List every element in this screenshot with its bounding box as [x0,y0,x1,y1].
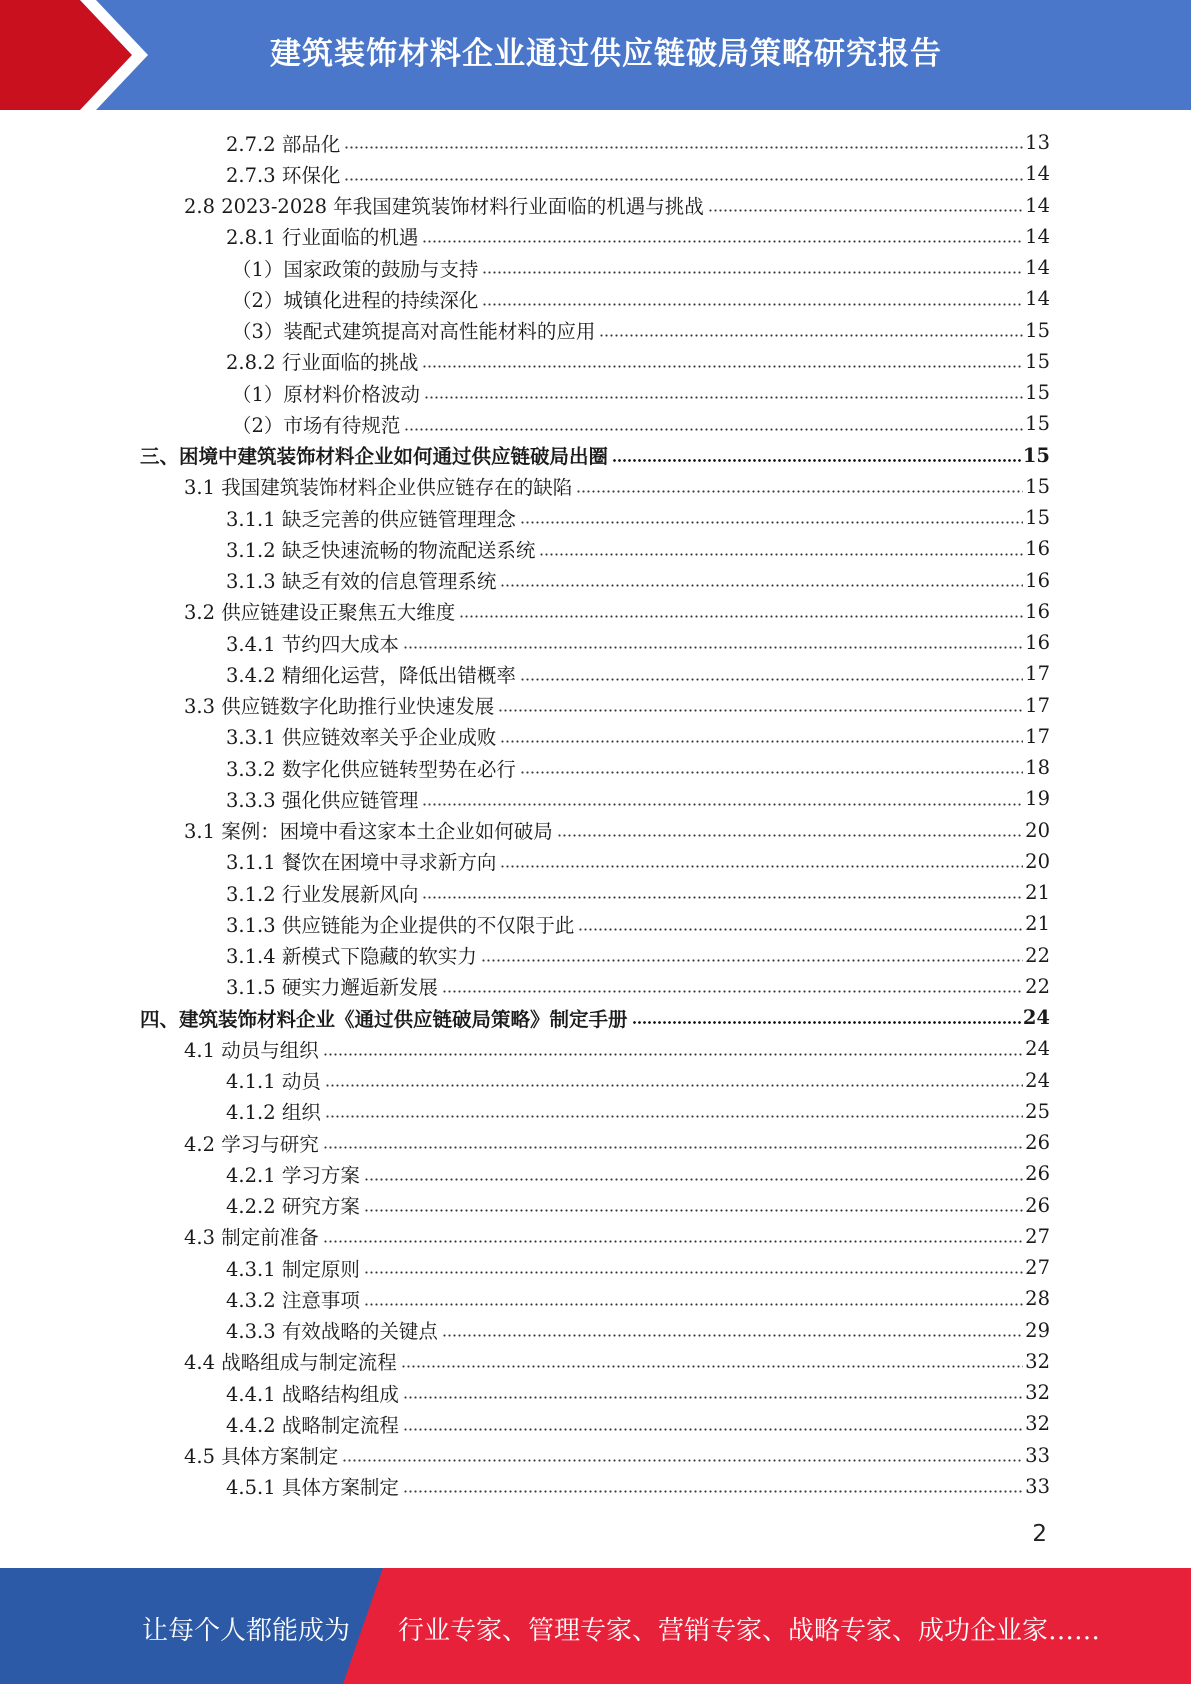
toc-entry[interactable] [140,908,1050,939]
toc-dot-leader [424,396,1023,399]
toc-entry-page: 14 [1025,287,1050,311]
toc-entry[interactable] [140,1283,1050,1314]
toc-entry-page: 19 [1025,787,1050,811]
toc-dot-leader [325,1084,1023,1087]
toc-entry-title: 3.1 案例：困境中看这家本土企业如何破局 [184,820,553,844]
toc-entry[interactable] [140,1033,1050,1064]
toc-entry-title: 3.1.3 缺乏有效的信息管理系统 [226,570,497,594]
toc-entry-page: 28 [1025,1287,1050,1311]
toc-dot-leader [403,1396,1023,1399]
toc-entry-page: 22 [1025,974,1050,998]
toc-entry-title: 3.3.1 供应链效率关乎企业成败 [226,726,497,750]
toc-dot-leader [422,240,1023,243]
toc-entry-title: 2.7.2 部品化 [226,132,341,156]
toc-entry[interactable] [140,471,1050,502]
toc-dot-leader [482,303,1023,306]
toc-entry[interactable] [140,940,1050,971]
toc-entry[interactable] [140,1471,1050,1502]
toc-dot-leader [422,896,1023,899]
toc-entry-page: 33 [1025,1443,1050,1467]
toc-entry-page: 14 [1025,256,1050,280]
toc-entry[interactable] [140,1002,1050,1033]
toc-entry-title: 三、困境中建筑装饰材料企业如何通过供应链破局出圈 [140,445,609,469]
toc-dot-leader [422,803,1023,806]
toc-entry-page: 32 [1025,1412,1050,1436]
toc-entry-page: 15 [1025,381,1050,405]
toc-entry[interactable] [140,971,1050,1002]
toc-entry-title: 3.1.5 硬实力邂逅新发展 [226,976,438,1000]
toc-dot-leader [708,209,1023,212]
toc-entry-title: 3.4.1 节约四大成本 [226,632,399,656]
toc-entry-title: 4.1.2 组织 [226,1101,321,1125]
toc-entry[interactable] [140,1190,1050,1221]
toc-entry[interactable] [140,315,1050,346]
toc-dot-leader [520,678,1023,681]
toc-entry-page: 15 [1025,506,1050,530]
toc-dot-leader [344,146,1023,149]
toc-dot-leader [364,1303,1023,1306]
toc-entry-page: 32 [1025,1349,1050,1373]
toc-entry[interactable] [140,783,1050,814]
toc-entry-title: 4.2.1 学习方案 [226,1163,360,1187]
toc-entry-title: 4.5 具体方案制定 [184,1445,339,1469]
toc-entry-title: 4.4.1 战略结构组成 [226,1382,399,1406]
table-of-contents [140,127,1050,1502]
toc-entry-title: 4.1 动员与组织 [184,1038,319,1062]
toc-entry[interactable] [140,658,1050,689]
toc-dot-leader [403,646,1023,649]
toc-entry[interactable] [140,846,1050,877]
toc-entry[interactable] [140,533,1050,564]
toc-entry[interactable] [140,221,1050,252]
toc-entry[interactable] [140,627,1050,658]
toc-entry-page: 21 [1025,912,1050,936]
toc-entry[interactable] [140,815,1050,846]
toc-dot-leader [500,740,1023,743]
toc-dot-leader [520,771,1023,774]
toc-dot-leader [520,521,1023,524]
toc-entry-title: 3.1.1 餐饮在困境中寻求新方向 [226,851,497,875]
toc-entry-page: 15 [1025,318,1050,342]
toc-entry-title: 3.1 我国建筑装饰材料企业供应链存在的缺陷 [184,476,573,500]
toc-entry-title: 4.2.2 研究方案 [226,1195,360,1219]
toc-entry-title: 2.7.3 环保化 [226,163,341,187]
toc-entry-title: 4.2 学习与研究 [184,1132,319,1156]
toc-entry[interactable] [140,1221,1050,1252]
toc-entry-page: 26 [1025,1162,1050,1186]
page-footer [0,1568,1191,1684]
toc-dot-leader [612,459,1021,462]
toc-entry-page: 14 [1025,224,1050,248]
toc-entry-page: 27 [1025,1224,1050,1248]
toc-entry[interactable] [140,1408,1050,1439]
toc-entry-title: 4.4.2 战略制定流程 [226,1413,399,1437]
toc-entry-page: 27 [1025,1256,1050,1280]
toc-entry-page: 14 [1025,193,1050,217]
toc-entry-page: 20 [1025,849,1050,873]
toc-entry[interactable] [140,127,1050,158]
toc-entry-title: 3.4.2 精细化运营，降低出错概率 [226,663,516,687]
toc-entry-page: 20 [1025,818,1050,842]
toc-entry-page: 24 [1025,1068,1050,1092]
toc-dot-leader [481,959,1023,962]
toc-entry[interactable] [140,502,1050,533]
toc-entry-title: 3.1.2 缺乏快速流畅的物流配送系统 [226,538,536,562]
footer-slogan-left: 让每个人都能成为 [142,1616,351,1646]
toc-dot-leader [442,990,1023,993]
toc-entry-page: 16 [1025,599,1050,623]
toc-entry-title: 3.3 供应链数字化助推行业快速发展 [184,695,495,719]
toc-entry-title: 4.5.1 具体方案制定 [226,1476,399,1500]
toc-entry-title: （1）国家政策的鼓励与支持 [232,257,479,281]
toc-entry[interactable] [140,1252,1050,1283]
toc-dot-leader [578,928,1023,931]
toc-entry-title: 4.1.1 动员 [226,1070,321,1094]
toc-entry-page: 17 [1025,662,1050,686]
toc-entry[interactable] [140,1096,1050,1127]
toc-dot-leader [403,1490,1023,1493]
toc-dot-leader [323,1053,1023,1056]
toc-dot-leader [500,584,1023,587]
toc-entry[interactable] [140,596,1050,627]
toc-entry-page: 16 [1025,568,1050,592]
toc-entry[interactable] [140,408,1050,439]
toc-entry-page: 15 [1022,443,1050,467]
toc-entry-title: （2）城镇化进程的持续深化 [232,288,479,312]
page-number: 2 [1032,1521,1047,1547]
toc-entry-page: 15 [1025,412,1050,436]
toc-entry-page: 15 [1025,349,1050,373]
toc-dot-leader [364,1271,1023,1274]
toc-entry-page: 16 [1025,631,1050,655]
toc-entry-title: 3.1.4 新模式下隐藏的软实力 [226,945,477,969]
toc-entry-title: 3.1.3 供应链能为企业提供的不仅限于此 [226,913,575,937]
toc-entry-page: 18 [1025,756,1050,780]
toc-dot-leader [323,1146,1023,1149]
toc-entry-title: 2.8 2023-2028 年我国建筑装饰材料行业面临的机遇与挑战 [184,195,704,219]
toc-dot-leader [342,1459,1023,1462]
toc-dot-leader [500,865,1023,868]
toc-entry[interactable] [140,158,1050,189]
toc-entry-title: 4.3.2 注意事项 [226,1288,360,1312]
toc-entry-title: 3.1.1 缺乏完善的供应链管理理念 [226,507,516,531]
toc-entry[interactable] [140,1440,1050,1471]
toc-entry[interactable] [140,690,1050,721]
toc-dot-leader [403,1428,1023,1431]
toc-entry[interactable] [140,721,1050,752]
toc-entry-title: 4.4 战略组成与制定流程 [184,1351,397,1375]
toc-entry-page: 32 [1025,1381,1050,1405]
toc-dot-leader [401,1365,1023,1368]
toc-entry-title: 2.8.1 行业面临的机遇 [226,226,419,250]
toc-dot-leader [459,615,1023,618]
toc-dot-leader [599,334,1023,337]
toc-entry-title: 2.8.2 行业面临的挑战 [226,351,419,375]
toc-dot-leader [539,553,1023,556]
toc-entry-title: 3.3.3 强化供应链管理 [226,788,419,812]
footer-slogan-right: 行业专家、管理专家、营销专家、战略专家、成功企业家…… [398,1616,1101,1646]
toc-entry-title: （3）装配式建筑提高对高性能材料的应用 [232,320,596,344]
toc-entry[interactable] [140,1127,1050,1158]
toc-entry-title: 3.3.2 数字化供应链转型势在必行 [226,757,516,781]
toc-dot-leader [364,1178,1023,1181]
toc-dot-leader [482,271,1023,274]
toc-entry-page: 25 [1025,1099,1050,1123]
toc-entry[interactable] [140,565,1050,596]
toc-entry-page: 26 [1025,1193,1050,1217]
toc-entry-page: 26 [1025,1131,1050,1155]
toc-entry-page: 16 [1025,537,1050,561]
toc-entry-page: 33 [1025,1474,1050,1498]
toc-entry[interactable] [140,1346,1050,1377]
toc-entry-title: 3.1.2 行业发展新风向 [226,882,419,906]
toc-dot-leader [422,365,1023,368]
toc-entry[interactable] [140,440,1050,471]
toc-dot-leader [576,490,1023,493]
report-title: 建筑装饰材料企业通过供应链破局策略研究报告 [270,36,942,72]
toc-dot-leader [404,428,1023,431]
toc-dot-leader [632,1021,1021,1024]
toc-entry-page: 22 [1025,943,1050,967]
toc-entry[interactable] [140,190,1050,221]
toc-dot-leader [344,178,1023,181]
toc-entry-page: 13 [1025,131,1050,155]
toc-entry[interactable] [140,1158,1050,1189]
toc-entry-title: （1）原材料价格波动 [232,382,420,406]
toc-entry-page: 17 [1025,724,1050,748]
toc-dot-leader [557,834,1023,837]
toc-entry[interactable] [140,752,1050,783]
toc-entry-page: 24 [1022,1006,1050,1030]
toc-dot-leader [498,709,1023,712]
toc-entry-title: 4.3.3 有效战略的关键点 [226,1320,438,1344]
toc-entry[interactable] [140,283,1050,314]
toc-entry[interactable] [140,1065,1050,1096]
toc-entry[interactable] [140,877,1050,908]
toc-entry-page: 21 [1025,881,1050,905]
toc-entry-page: 17 [1025,693,1050,717]
toc-dot-leader [323,1240,1023,1243]
toc-entry[interactable] [140,346,1050,377]
toc-entry-page: 29 [1025,1318,1050,1342]
toc-entry[interactable] [140,1315,1050,1346]
toc-entry-page: 14 [1025,162,1050,186]
toc-dot-leader [442,1334,1023,1337]
page-header [0,0,1191,110]
toc-entry-title: 4.3 制定前准备 [184,1226,319,1250]
toc-dot-leader [364,1209,1023,1212]
toc-dot-leader [325,1115,1023,1118]
toc-entry[interactable] [140,1377,1050,1408]
toc-entry-title: （2）市场有待规范 [232,413,401,437]
toc-entry-page: 15 [1025,474,1050,498]
toc-entry[interactable] [140,377,1050,408]
toc-entry-title: 4.3.1 制定原则 [226,1257,360,1281]
toc-entry-page: 24 [1025,1037,1050,1061]
toc-entry[interactable] [140,252,1050,283]
toc-entry-title: 3.2 供应链建设正聚焦五大维度 [184,601,456,625]
toc-entry-title: 四、建筑装饰材料企业《通过供应链破局策略》制定手册 [140,1007,628,1031]
